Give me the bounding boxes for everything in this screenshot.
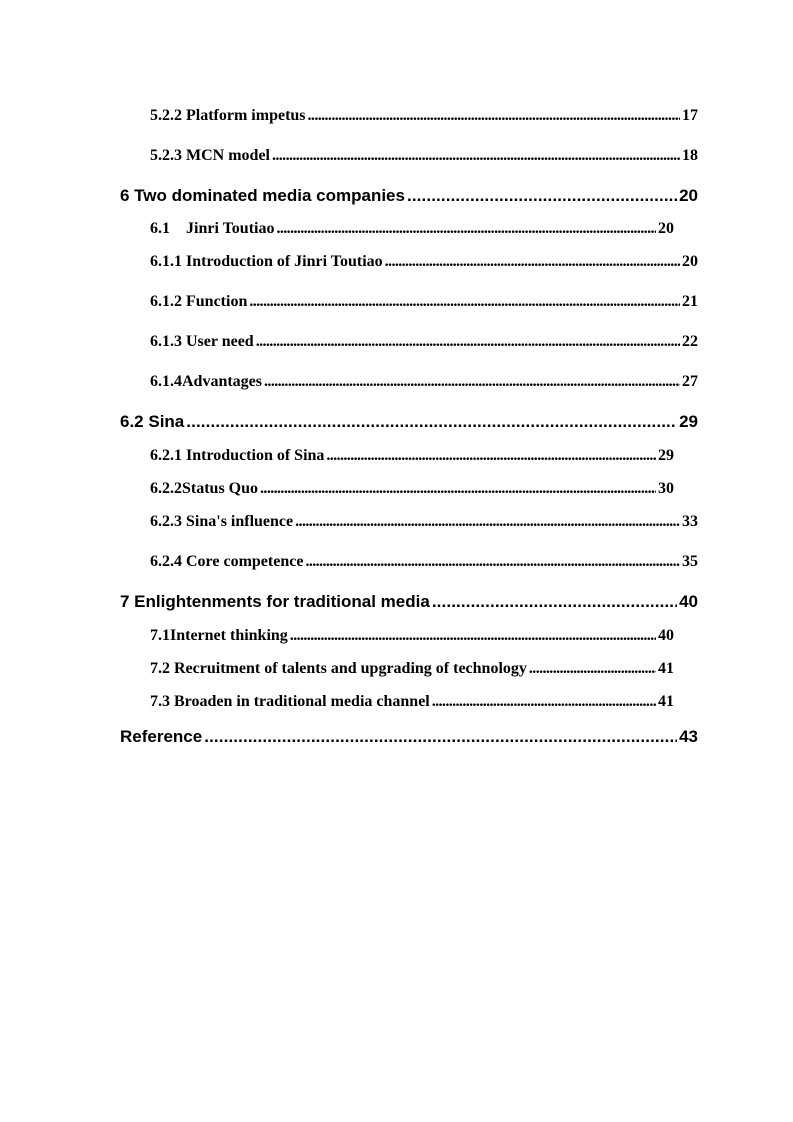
toc-entry-title: 6.1.3 User need bbox=[150, 333, 254, 350]
toc-entry-6-2-4[interactable] bbox=[150, 553, 698, 571]
toc-entry-page: 40 bbox=[679, 592, 698, 611]
dot-leader bbox=[385, 253, 680, 271]
toc-entry-7-2[interactable] bbox=[150, 660, 674, 678]
toc-entry-title: 6.1.4Advantages bbox=[150, 373, 263, 390]
toc-entry-title: 6.2.4 Core competence bbox=[150, 553, 304, 570]
dot-leader bbox=[295, 513, 680, 531]
toc-entry-6-1-2[interactable] bbox=[150, 293, 698, 311]
dot-leader bbox=[260, 480, 656, 498]
toc-entry-title: 6.2.3 Sina's influence bbox=[150, 513, 294, 530]
toc-entry-title: 6.2.1 Introduction of Sina bbox=[150, 447, 325, 464]
toc-entry-5-2-3[interactable] bbox=[150, 147, 698, 165]
toc-entry-page: 33 bbox=[682, 513, 698, 530]
toc-entry-page: 27 bbox=[682, 373, 698, 390]
toc-entry-title: 6.1 Jinri Toutiao bbox=[150, 220, 275, 237]
dot-leader bbox=[305, 553, 680, 571]
toc-entry-chapter-7[interactable] bbox=[120, 592, 698, 612]
dot-leader bbox=[432, 693, 656, 711]
dot-leader bbox=[264, 373, 680, 391]
toc-entry-page: 41 bbox=[658, 660, 674, 677]
toc-entry-page: 40 bbox=[658, 627, 674, 644]
dot-leader bbox=[249, 293, 680, 311]
toc-entry-page: 17 bbox=[682, 107, 698, 124]
toc-entry-page: 41 bbox=[658, 693, 674, 710]
toc-entry-page: 20 bbox=[679, 186, 698, 205]
toc-entry-page: 20 bbox=[658, 220, 674, 237]
toc-entry-title: 6.2.2Status Quo bbox=[150, 480, 259, 497]
toc-entry-page: 21 bbox=[682, 293, 698, 310]
toc-entry-title: 6.2 Sina bbox=[120, 412, 185, 431]
toc-entry-title: Reference bbox=[120, 727, 203, 746]
toc-entry-7-1[interactable] bbox=[150, 627, 674, 645]
toc-entry-page: 30 bbox=[658, 480, 674, 497]
toc-entry-title: 7.3 Broaden in traditional media channel bbox=[150, 693, 430, 710]
toc-entry-6-1-1[interactable] bbox=[150, 253, 698, 271]
toc-entry-6-2-3[interactable] bbox=[150, 513, 698, 531]
dot-leader bbox=[308, 107, 680, 125]
toc-entry-reference[interactable] bbox=[120, 727, 698, 747]
toc-entry-6-1-4[interactable] bbox=[150, 373, 698, 391]
dot-leader bbox=[204, 727, 677, 747]
toc-entry-title: 7 Enlightenments for traditional media bbox=[120, 592, 430, 611]
toc-entry-title: 7.1Internet thinking bbox=[150, 627, 288, 644]
dot-leader bbox=[276, 220, 656, 238]
toc-entry-title: 6 Two dominated media companies bbox=[120, 186, 405, 205]
toc-entry-page: 29 bbox=[658, 447, 674, 464]
toc-entry-page: 18 bbox=[682, 147, 698, 164]
toc-entry-title: 6.1.1 Introduction of Jinri Toutiao bbox=[150, 253, 383, 270]
toc-entry-6-1[interactable] bbox=[150, 220, 674, 238]
toc-entry-page: 35 bbox=[682, 553, 698, 570]
toc-entry-7-3[interactable] bbox=[150, 693, 674, 711]
toc-entry-chapter-6[interactable] bbox=[120, 186, 698, 206]
toc-entry-6-2[interactable] bbox=[120, 412, 698, 432]
toc-entry-title: 7.2 Recruitment of talents and upgrading of technology bbox=[150, 660, 527, 677]
toc-entry-title: 5.2.3 MCN model bbox=[150, 147, 270, 164]
toc-entry-page: 43 bbox=[679, 727, 698, 746]
dot-leader bbox=[290, 627, 656, 645]
dot-leader bbox=[407, 186, 677, 206]
toc-entry-page: 22 bbox=[682, 333, 698, 350]
dot-leader bbox=[529, 660, 656, 678]
toc-entry-page: 20 bbox=[682, 253, 698, 270]
toc-entry-6-2-1[interactable] bbox=[150, 447, 674, 465]
toc-entry-6-2-2[interactable] bbox=[150, 480, 674, 498]
dot-leader bbox=[272, 147, 680, 165]
toc-entry-page: 29 bbox=[679, 412, 698, 431]
dot-leader bbox=[186, 412, 677, 432]
dot-leader bbox=[432, 592, 677, 612]
toc-entry-title: 6.1.2 Function bbox=[150, 293, 248, 310]
toc-entry-title: 5.2.2 Platform impetus bbox=[150, 107, 306, 124]
toc-entry-6-1-3[interactable] bbox=[150, 333, 698, 351]
dot-leader bbox=[326, 447, 656, 465]
dot-leader bbox=[256, 333, 680, 351]
toc-entry-5-2-2[interactable] bbox=[150, 107, 698, 125]
